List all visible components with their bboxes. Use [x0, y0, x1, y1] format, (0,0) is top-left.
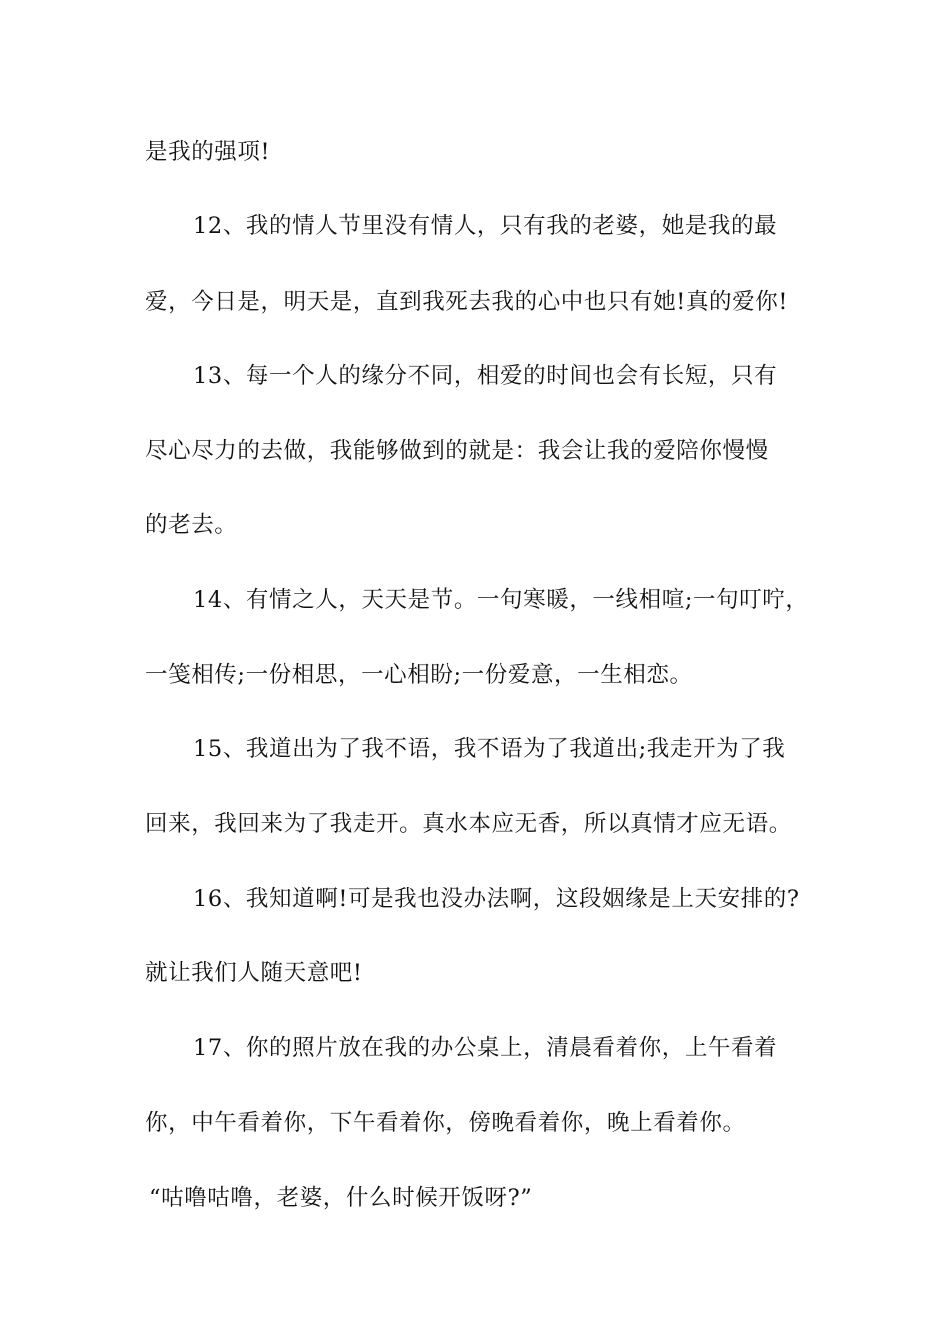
paragraph-13-line-2: 尽心尽力的去做，我能够做到的就是：我会让我的爱陪你慢慢 [145, 438, 769, 464]
paragraph-15-line-1: 15、我道出为了我不语，我不语为了我道出;我走开为了我 [193, 736, 786, 762]
paragraph-14-line-2: 一笺相传;一份相思，一心相盼;一份爱意，一生相恋。 [145, 662, 693, 688]
paragraph-17-line-3: “咕噜咕噜，老婆，什么时候开饭呀?” [149, 1185, 533, 1211]
paragraph-14-line-1: 14、有情之人，天天是节。一句寒暖，一线相喧;一句叮咛， [193, 587, 809, 613]
paragraph-17-line-2: 你，中午看着你，下午看着你，傍晚看着你，晚上看着你。 [145, 1110, 746, 1136]
paragraph-16-line-1: 16、我知道啊!可是我也没办法啊，这段姻缘是上天安排的? [193, 886, 800, 912]
paragraph-13-line-3: 的老去。 [145, 512, 238, 538]
paragraph-16-line-2: 就让我们人随天意吧! [145, 960, 363, 986]
paragraph-12-line-1: 12、我的情人节里没有情人，只有我的老婆，她是我的最 [193, 213, 778, 239]
paragraph-13-line-1: 13、每一个人的缘分不同，相爱的时间也会有长短，只有 [193, 363, 778, 389]
text-line: 是我的强项! [145, 139, 271, 165]
paragraph-12-line-2: 爱，今日是，明天是，直到我死去我的心中也只有她!真的爱你! [145, 289, 788, 315]
paragraph-15-line-2: 回来，我回来为了我走开。真水本应无香，所以真情才应无语。 [145, 811, 792, 837]
paragraph-17-line-1: 17、你的照片放在我的办公桌上，清晨看着你，上午看着 [193, 1035, 778, 1061]
